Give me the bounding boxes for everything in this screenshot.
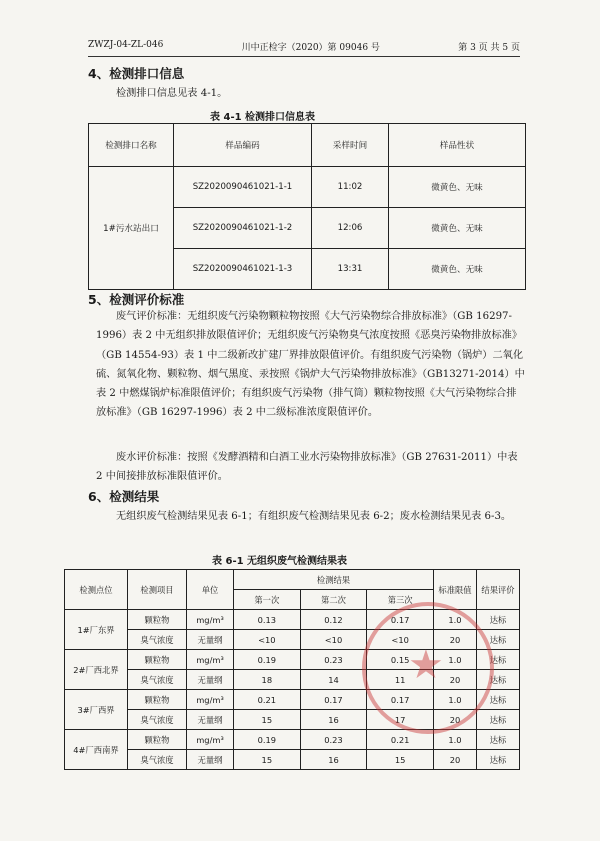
sample-time: 12:06 <box>312 208 389 249</box>
page-header <box>88 40 520 57</box>
header-outlet: 检测排口名称 <box>89 124 174 167</box>
outlet-info-table <box>88 123 526 290</box>
cell-limit: 1.0 <box>434 610 477 630</box>
cell-eval: 达标 <box>477 750 520 770</box>
cell-item: 颗粒物 <box>128 610 187 630</box>
section-4-intro: 检测排口信息见表 4-1。 <box>116 88 228 99</box>
cell-v1: 0.13 <box>234 610 301 630</box>
table-row <box>65 730 520 750</box>
cell-point: 3#厂西界 <box>65 690 128 730</box>
header-result: 检测结果 <box>234 570 434 590</box>
section-6-intro: 无组织废气检测结果见表 6-1；有组织废气检测结果见表 6-2；废水检测结果见表 6-3。 <box>116 511 512 522</box>
cell-v2: 0.12 <box>300 610 367 630</box>
sample-state: 微黄色、无味 <box>389 167 526 208</box>
cell-unit: mg/m³ <box>187 730 234 750</box>
cell-unit: 无量纲 <box>187 750 234 770</box>
cell-limit: 1.0 <box>434 690 477 710</box>
sample-state: 微黄色、无味 <box>389 208 526 249</box>
cell-v2: 0.23 <box>300 730 367 750</box>
sample-code: SZ2020090461021-1-3 <box>174 249 312 290</box>
seal-star-icon: ★ <box>408 642 444 688</box>
table-row <box>65 750 520 770</box>
header-time: 采样时间 <box>312 124 389 167</box>
cell-unit: mg/m³ <box>187 690 234 710</box>
cell-v3: 11 <box>367 670 434 690</box>
cell-unit: 无量纲 <box>187 710 234 730</box>
header-code: 样品编码 <box>174 124 312 167</box>
cell-limit: 1.0 <box>434 650 477 670</box>
doc-code: ZWZJ-04-ZL-046 <box>88 40 164 50</box>
cell-eval: 达标 <box>477 630 520 650</box>
cell-item: 臭气浓度 <box>128 710 187 730</box>
sample-state: 微黄色、无味 <box>389 249 526 290</box>
cell-item: 臭气浓度 <box>128 630 187 650</box>
cell-limit: 20 <box>434 750 477 770</box>
cell-item: 臭气浓度 <box>128 750 187 770</box>
section-5-para-2 <box>96 448 526 487</box>
cell-v3: 0.17 <box>367 610 434 630</box>
section-5-para-1 <box>96 307 526 423</box>
cell-v3: 0.21 <box>367 730 434 750</box>
cell-v1: 15 <box>234 710 301 730</box>
cell-eval: 达标 <box>477 670 520 690</box>
sample-code: SZ2020090461021-1-1 <box>174 167 312 208</box>
cell-eval: 达标 <box>477 710 520 730</box>
table-4-1-caption: 表 4-1 检测排口信息表 <box>210 112 316 123</box>
cell-unit: 无量纲 <box>187 630 234 650</box>
section-4-title: 4、检测排口信息 <box>88 66 185 81</box>
header-state: 样品性状 <box>389 124 526 167</box>
cell-v1: 0.21 <box>234 690 301 710</box>
cell-limit: 20 <box>434 710 477 730</box>
page-number: 第 3 页 共 5 页 <box>458 43 520 53</box>
gas-standard-text: 废气评价标准：无组织废气污染物颗粒物按照《大气污染物综合排放标准》（GB 16297-1996）表 2 中无组织排放限值评价；无组织废气污染物臭气浓度按照《恶臭污染物排放标准》（GB 14554-93）表 1 中二级新改扩建厂界排放限值评价。有组织废气污染物（锅炉）二氧化硫、氮氧化物、颗粒物、烟气黑度、汞按照《锅炉大气污染物排放标准》（GB13271-2014）中表 2 中燃煤锅炉标准限值评价；有组织废气污染物（排气筒）颗粒物按照《大气污染物综合排放标准》（GB 16297-1996）表 2 中二级标准浓度限值评价。 <box>96 311 525 419</box>
header-round-1: 第一次 <box>234 590 301 610</box>
header-round-3: 第三次 <box>367 590 434 610</box>
sample-time: 11:02 <box>312 167 389 208</box>
cell-v3: 15 <box>367 750 434 770</box>
cell-v1: 15 <box>234 750 301 770</box>
header-unit: 单位 <box>187 570 234 610</box>
cell-item: 颗粒物 <box>128 690 187 710</box>
table-row <box>89 167 526 208</box>
water-standard-text: 废水评价标准：按照《发酵酒精和白酒工业水污染物排放标准》（GB 27631-2011）中表 2 中间接排放标准限值评价。 <box>96 452 518 483</box>
cell-v3: <10 <box>367 630 434 650</box>
cell-eval: 达标 <box>477 650 520 670</box>
inspection-seal <box>362 602 494 734</box>
cell-eval: 达标 <box>477 610 520 630</box>
header-point: 检测点位 <box>65 570 128 610</box>
cell-point: 4#厂西南界 <box>65 730 128 770</box>
header-round-2: 第二次 <box>300 590 367 610</box>
header-item: 检测项目 <box>128 570 187 610</box>
cell-point: 2#厂西北界 <box>65 650 128 690</box>
cell-v2: 0.23 <box>300 650 367 670</box>
report-number: 川中正检字（2020）第 09046 号 <box>241 43 380 53</box>
cell-item: 臭气浓度 <box>128 670 187 690</box>
table-6-1-caption: 表 6-1 无组织废气检测结果表 <box>212 556 348 567</box>
cell-v1: 18 <box>234 670 301 690</box>
sample-code: SZ2020090461021-1-2 <box>174 208 312 249</box>
outlet-name: 1#污水站出口 <box>89 167 174 290</box>
cell-v3: 17 <box>367 710 434 730</box>
cell-v2: 14 <box>300 670 367 690</box>
cell-limit: 20 <box>434 630 477 650</box>
cell-eval: 达标 <box>477 690 520 710</box>
cell-point: 1#厂东界 <box>65 610 128 650</box>
sample-time: 13:31 <box>312 249 389 290</box>
cell-unit: mg/m³ <box>187 610 234 630</box>
table-header-row <box>65 570 520 590</box>
header-limit: 标准限值 <box>434 570 477 610</box>
cell-v1: 0.19 <box>234 730 301 750</box>
cell-eval: 达标 <box>477 730 520 750</box>
cell-limit: 20 <box>434 670 477 690</box>
cell-v2: 16 <box>300 750 367 770</box>
cell-item: 颗粒物 <box>128 730 187 750</box>
cell-unit: 无量纲 <box>187 670 234 690</box>
cell-v2: <10 <box>300 630 367 650</box>
cell-v3: 0.15 <box>367 650 434 670</box>
section-6-title: 6、检测结果 <box>88 489 160 504</box>
cell-v3: 0.17 <box>367 690 434 710</box>
cell-v1: 0.19 <box>234 650 301 670</box>
table-header-row <box>89 124 526 167</box>
cell-item: 颗粒物 <box>128 650 187 670</box>
cell-unit: mg/m³ <box>187 650 234 670</box>
cell-limit: 1.0 <box>434 730 477 750</box>
cell-v2: 16 <box>300 710 367 730</box>
cell-v1: <10 <box>234 630 301 650</box>
section-5-title: 5、检测评价标准 <box>88 292 185 307</box>
header-eval: 结果评价 <box>477 570 520 610</box>
cell-v2: 0.17 <box>300 690 367 710</box>
